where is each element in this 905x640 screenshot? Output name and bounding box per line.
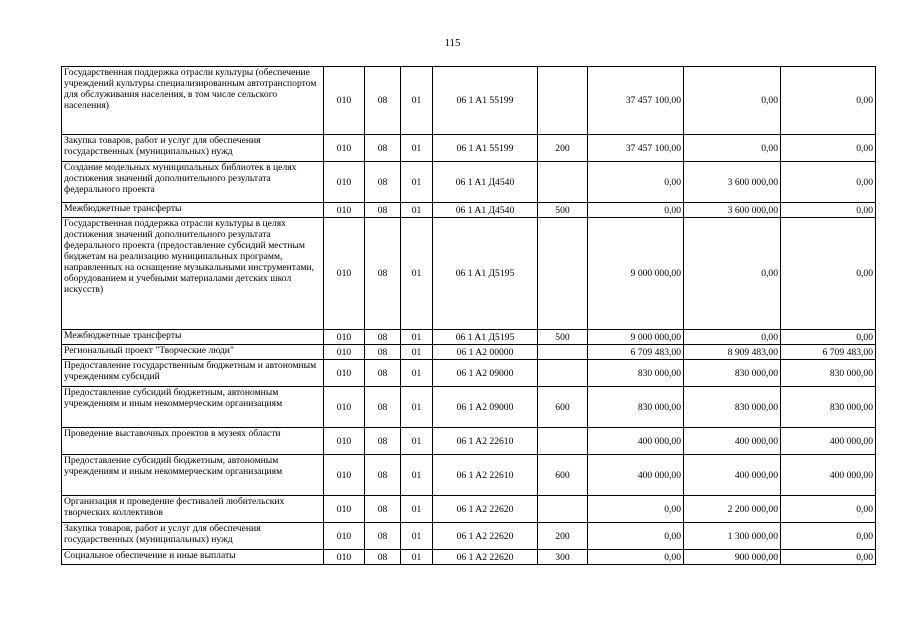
ministry-code: 010 xyxy=(324,162,365,203)
amount-year-3: 0,00 xyxy=(781,135,876,162)
target-article-code: 06 1 A2 22610 xyxy=(433,428,538,455)
amount-year-1: 0,00 xyxy=(588,496,684,523)
amount-year-1: 9 000 000,00 xyxy=(588,218,684,330)
target-article-code: 06 1 A2 22620 xyxy=(433,496,538,523)
amount-year-2: 1 300 000,00 xyxy=(684,523,781,550)
subsection-code: 01 xyxy=(401,330,433,345)
amount-year-1: 9 000 000,00 xyxy=(588,330,684,345)
subsection-code: 01 xyxy=(401,360,433,387)
amount-year-3: 0,00 xyxy=(781,67,876,135)
amount-year-2: 3 600 000,00 xyxy=(684,162,781,203)
amount-year-3: 0,00 xyxy=(781,218,876,330)
table-row xyxy=(62,218,876,330)
expense-type-code xyxy=(538,345,588,360)
amount-year-1: 37 457 100,00 xyxy=(588,67,684,135)
section-code: 08 xyxy=(365,162,401,203)
expense-type-code xyxy=(538,428,588,455)
target-article-code: 06 1 A1 Д4540 xyxy=(433,203,538,218)
row-name: Межбюджетные трансферты xyxy=(62,203,324,218)
section-code: 08 xyxy=(365,330,401,345)
amount-year-3: 0,00 xyxy=(781,162,876,203)
section-code: 08 xyxy=(365,496,401,523)
ministry-code: 010 xyxy=(324,135,365,162)
row-name: Проведение выставочных проектов в музеях области xyxy=(62,428,324,455)
expense-type-code: 600 xyxy=(538,387,588,428)
table-row xyxy=(62,496,876,523)
expense-type-code xyxy=(538,360,588,387)
section-code: 08 xyxy=(365,387,401,428)
expense-type-code: 300 xyxy=(538,550,588,565)
amount-year-3: 830 000,00 xyxy=(781,387,876,428)
table-row xyxy=(62,203,876,218)
ministry-code: 010 xyxy=(324,345,365,360)
table-row xyxy=(62,360,876,387)
table-row xyxy=(62,330,876,345)
amount-year-1: 0,00 xyxy=(588,203,684,218)
row-name: Организация и проведение фестивалей любительских творческих коллективов xyxy=(62,496,324,523)
expense-type-code: 500 xyxy=(538,203,588,218)
section-code: 08 xyxy=(365,550,401,565)
amount-year-3: 0,00 xyxy=(781,330,876,345)
table-row xyxy=(62,523,876,550)
ministry-code: 010 xyxy=(324,496,365,523)
subsection-code: 01 xyxy=(401,455,433,496)
amount-year-2: 0,00 xyxy=(684,67,781,135)
expense-type-code xyxy=(538,67,588,135)
ministry-code: 010 xyxy=(324,455,365,496)
row-name: Предоставление государственным бюджетным и автономным учреждениям субсидий xyxy=(62,360,324,387)
row-name: Закупка товаров, работ и услуг для обеспечения государственных (муниципальных) нужд xyxy=(62,135,324,162)
ministry-code: 010 xyxy=(324,523,365,550)
amount-year-1: 37 457 100,00 xyxy=(588,135,684,162)
target-article-code: 06 1 A1 55199 xyxy=(433,135,538,162)
row-name: Межбюджетные трансферты xyxy=(62,330,324,345)
row-name: Предоставление субсидий бюджетным, автономным учреждениям и иным некоммерческим организациям xyxy=(62,455,324,496)
row-name: Государственная поддержка отрасли культуры (обеспечение учреждений культуры специализированным автотранспортом для обслуживания населения, в том числе сельского населения) xyxy=(62,67,324,135)
amount-year-1: 6 709 483,00 xyxy=(588,345,684,360)
table-row xyxy=(62,135,876,162)
subsection-code: 01 xyxy=(401,496,433,523)
amount-year-1: 0,00 xyxy=(588,162,684,203)
subsection-code: 01 xyxy=(401,218,433,330)
section-code: 08 xyxy=(365,345,401,360)
amount-year-3: 0,00 xyxy=(781,496,876,523)
target-article-code: 06 1 A1 55199 xyxy=(433,67,538,135)
amount-year-3: 6 709 483,00 xyxy=(781,345,876,360)
amount-year-1: 0,00 xyxy=(588,523,684,550)
subsection-code: 01 xyxy=(401,203,433,218)
target-article-code: 06 1 A2 22620 xyxy=(433,550,538,565)
amount-year-3: 400 000,00 xyxy=(781,428,876,455)
subsection-code: 01 xyxy=(401,67,433,135)
section-code: 08 xyxy=(365,428,401,455)
amount-year-1: 400 000,00 xyxy=(588,455,684,496)
amount-year-3: 400 000,00 xyxy=(781,455,876,496)
target-article-code: 06 1 A1 Д5195 xyxy=(433,218,538,330)
target-article-code: 06 1 A1 Д4540 xyxy=(433,162,538,203)
page-number: 115 xyxy=(444,37,461,49)
ministry-code: 010 xyxy=(324,428,365,455)
amount-year-1: 400 000,00 xyxy=(588,428,684,455)
ministry-code: 010 xyxy=(324,360,365,387)
table-row xyxy=(62,455,876,496)
amount-year-1: 830 000,00 xyxy=(588,387,684,428)
row-name: Государственная поддержка отрасли культуры в целях достижения значений дополнительного результата федерального проекта (предоставление субсидий местным бюджетам на реализацию муниципальных программ, направленных на оснащение музыкальными инструментами, оборудованием и учебными материалами детских школ искусств) xyxy=(62,218,324,330)
target-article-code: 06 1 A2 22610 xyxy=(433,455,538,496)
subsection-code: 01 xyxy=(401,345,433,360)
section-code: 08 xyxy=(365,218,401,330)
expense-type-code: 500 xyxy=(538,330,588,345)
amount-year-2: 900 000,00 xyxy=(684,550,781,565)
table-row xyxy=(62,387,876,428)
amount-year-3: 0,00 xyxy=(781,203,876,218)
expense-type-code: 600 xyxy=(538,455,588,496)
amount-year-3: 0,00 xyxy=(781,523,876,550)
row-name: Социальное обеспечение и иные выплаты xyxy=(62,550,324,565)
amount-year-2: 0,00 xyxy=(684,330,781,345)
ministry-code: 010 xyxy=(324,203,365,218)
amount-year-2: 400 000,00 xyxy=(684,455,781,496)
expense-type-code: 200 xyxy=(538,135,588,162)
expense-type-code xyxy=(538,162,588,203)
amount-year-2: 400 000,00 xyxy=(684,428,781,455)
target-article-code: 06 1 A1 Д5195 xyxy=(433,330,538,345)
section-code: 08 xyxy=(365,67,401,135)
amount-year-2: 2 200 000,00 xyxy=(684,496,781,523)
amount-year-1: 0,00 xyxy=(588,550,684,565)
ministry-code: 010 xyxy=(324,218,365,330)
table-row xyxy=(62,550,876,565)
ministry-code: 010 xyxy=(324,550,365,565)
section-code: 08 xyxy=(365,360,401,387)
target-article-code: 06 1 A2 09000 xyxy=(433,387,538,428)
budget-table xyxy=(61,66,876,565)
ministry-code: 010 xyxy=(324,330,365,345)
amount-year-1: 830 000,00 xyxy=(588,360,684,387)
row-name: Региональный проект "Творческие люди" xyxy=(62,345,324,360)
row-name: Создание модельных муниципальных библиотек в целях достижения значений дополнительного результата федерального проекта xyxy=(62,162,324,203)
target-article-code: 06 1 A2 22620 xyxy=(433,523,538,550)
section-code: 08 xyxy=(365,203,401,218)
table-row xyxy=(62,345,876,360)
target-article-code: 06 1 A2 09000 xyxy=(433,360,538,387)
table-row xyxy=(62,67,876,135)
expense-type-code xyxy=(538,496,588,523)
amount-year-3: 0,00 xyxy=(781,550,876,565)
amount-year-2: 830 000,00 xyxy=(684,387,781,428)
ministry-code: 010 xyxy=(324,67,365,135)
subsection-code: 01 xyxy=(401,387,433,428)
subsection-code: 01 xyxy=(401,523,433,550)
expense-type-code xyxy=(538,218,588,330)
subsection-code: 01 xyxy=(401,162,433,203)
section-code: 08 xyxy=(365,523,401,550)
target-article-code: 06 1 A2 00000 xyxy=(433,345,538,360)
row-name: Предоставление субсидий бюджетным, автономным учреждениям и иным некоммерческим организациям xyxy=(62,387,324,428)
subsection-code: 01 xyxy=(401,550,433,565)
subsection-code: 01 xyxy=(401,135,433,162)
table-row xyxy=(62,162,876,203)
subsection-code: 01 xyxy=(401,428,433,455)
expense-type-code: 200 xyxy=(538,523,588,550)
amount-year-2: 0,00 xyxy=(684,135,781,162)
table-row xyxy=(62,428,876,455)
row-name: Закупка товаров, работ и услуг для обеспечения государственных (муниципальных) нужд xyxy=(62,523,324,550)
amount-year-2: 8 909 483,00 xyxy=(684,345,781,360)
ministry-code: 010 xyxy=(324,387,365,428)
amount-year-3: 830 000,00 xyxy=(781,360,876,387)
amount-year-2: 0,00 xyxy=(684,218,781,330)
section-code: 08 xyxy=(365,135,401,162)
amount-year-2: 830 000,00 xyxy=(684,360,781,387)
section-code: 08 xyxy=(365,455,401,496)
amount-year-2: 3 600 000,00 xyxy=(684,203,781,218)
